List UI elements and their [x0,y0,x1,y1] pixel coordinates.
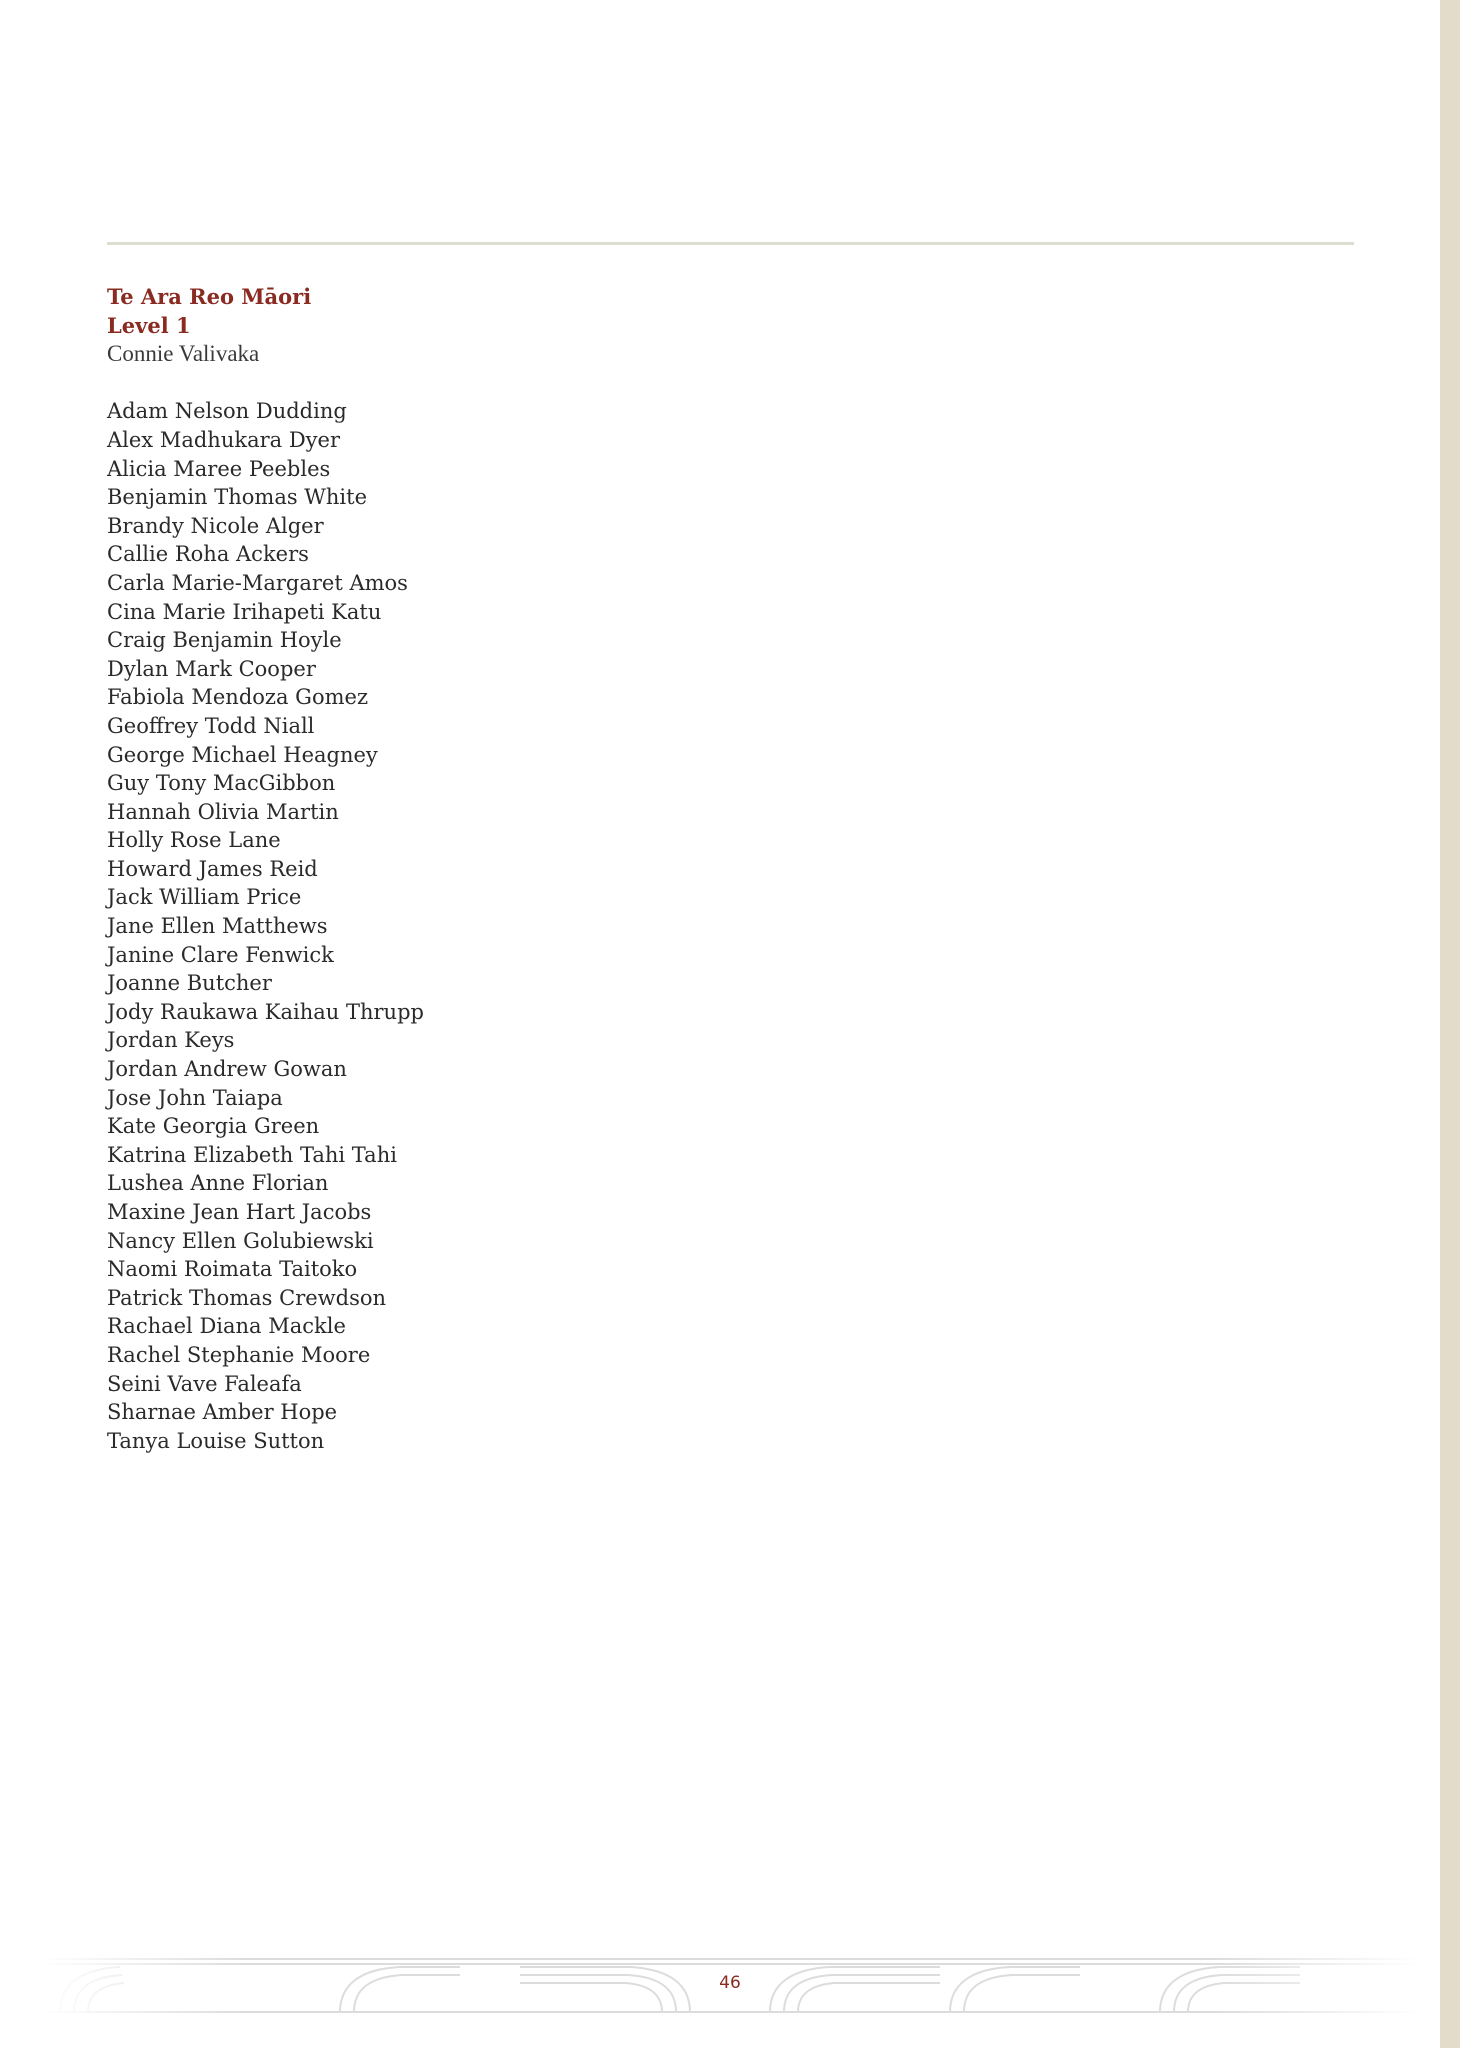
list-item: Jack William Price [107,885,302,910]
list-item: Jordan Andrew Gowan [107,1057,347,1082]
list-item: Alicia Maree Peebles [107,456,331,481]
page-edge-band [1440,0,1460,2048]
list-item: Holly Rose Lane [107,828,281,853]
list-item: Callie Roha Ackers [107,542,309,567]
list-item: Geoffrey Todd Niall [107,713,315,738]
main-content [107,283,1007,1455]
list-item: Cina Marie Irihapeti Katu [107,599,382,624]
list-item: Howard James Reid [107,856,318,881]
list-item: Jody Raukawa Kaihau Thrupp [107,999,424,1024]
list-item: Nancy Ellen Golubiewski [107,1228,374,1253]
list-item: Rachel Stephanie Moore [107,1342,371,1367]
list-item: Joanne Butcher [107,971,272,996]
section-title: Te Ara Reo Māori [107,284,312,309]
list-item: Kate Georgia Green [107,1114,320,1139]
list-item: Jordan Keys [107,1028,235,1053]
section-level: Level 1 [107,312,191,338]
list-item: Rachael Diana Mackle [107,1314,346,1339]
coordinator-name: Connie Valivaka [107,341,260,367]
list-item: Alex Madhukara Dyer [107,427,340,452]
list-item: Guy Tony MacGibbon [107,771,336,796]
list-item: Sharnae Amber Hope [107,1400,338,1425]
list-item: Jane Ellen Matthews [107,914,328,939]
list-item: Patrick Thomas Crewdson [107,1285,387,1310]
list-item: Brandy Nicole Alger [107,513,324,538]
list-item: Fabiola Mendoza Gomez [107,685,369,710]
list-item: Adam Nelson Dudding [107,399,347,424]
list-item: Naomi Roimata Taitoko [107,1257,358,1282]
top-divider [107,242,1354,245]
list-item: Janine Clare Fenwick [107,942,334,967]
list-item: Craig Benjamin Hoyle [107,628,342,653]
list-item: Jose John Taiapa [107,1085,283,1110]
list-item: Carla Marie-Margaret Amos [107,570,408,595]
list-item: Tanya Louise Sutton [107,1428,325,1453]
list-item: Maxine Jean Hart Jacobs [107,1200,372,1224]
list-item: Dylan Mark Cooper [107,656,316,681]
page-number: 46 [719,1973,741,1993]
list-item: Seini Vave Faleafa [107,1371,302,1396]
list-item: Katrina Elizabeth Tahi Tahi [107,1142,397,1167]
list-item: Benjamin Thomas White [107,485,367,510]
graduate-list [107,397,1007,1455]
list-item: Hannah Olivia Martin [107,799,339,824]
list-item: George Michael Heagney [107,742,378,767]
list-item: Lushea Anne Florian [107,1171,329,1196]
